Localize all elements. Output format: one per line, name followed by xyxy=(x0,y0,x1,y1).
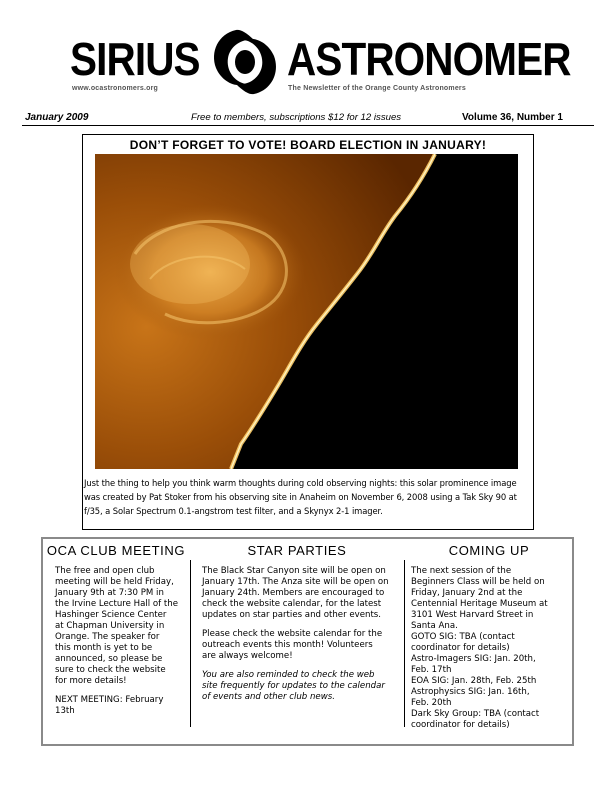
next-meeting-line: 13th xyxy=(55,706,75,716)
caption-line: Just the thing to help you think warm thoughts during cold observing nights: this solar prominence image xyxy=(84,478,517,488)
text-line: You are also reminded to check the web xyxy=(202,670,375,680)
text-line: Astrophysics SIG: Jan. 16th, xyxy=(411,687,530,697)
text-line: of events and other club news. xyxy=(202,692,335,702)
text-line: Astro-Imagers SIG: Jan. 20th, xyxy=(411,654,536,664)
text-line: Beginners Class will be held on xyxy=(411,577,545,587)
masthead-website: www.ocastronomers.org xyxy=(72,85,159,92)
text-line: at Chapman University in xyxy=(55,621,165,631)
caption-line: was created by Pat Stoker from his observing site in Anaheim on November 6, 2008 using a Tak Sky 90 at xyxy=(84,492,517,502)
text-line: Please check the website calendar for the xyxy=(202,629,383,639)
text-line: Orange. The speaker for xyxy=(55,632,160,642)
column-divider xyxy=(190,560,191,727)
text-line: Friday, January 2nd at the xyxy=(411,588,523,598)
text-line: check the website calendar, for the latest xyxy=(202,599,382,609)
star-parties-body xyxy=(202,566,402,703)
coming-up-body xyxy=(411,566,571,731)
coming-up-title: COMING UP xyxy=(448,543,530,558)
text-line: meeting will be held Friday, xyxy=(55,577,174,587)
masthead-tagline: The Newsletter of the Orange County Astronomers xyxy=(288,85,466,92)
text-line: outreach events this month! Volunteers xyxy=(202,640,373,650)
text-line: Dark Sky Group: TBA (contact xyxy=(411,709,540,719)
text-line: updates on star parties and other events. xyxy=(202,610,382,620)
text-line: the Irvine Lecture Hall of the xyxy=(55,599,179,609)
text-line: sure to check the website xyxy=(55,665,166,675)
text-line: are always welcome! xyxy=(202,651,293,661)
issue-date: January 2009 xyxy=(25,112,89,123)
text-line: Hashinger Science Center xyxy=(55,610,167,620)
oca-swirl-logo-icon xyxy=(206,24,284,100)
text-line: coordinator for details) xyxy=(411,643,510,653)
text-line: Santa Ana. xyxy=(411,621,458,631)
masthead-title-right: ASTRONOMER xyxy=(287,33,571,85)
text-line: GOTO SIG: TBA (contact xyxy=(411,632,515,642)
solar-prominence-image xyxy=(95,154,518,469)
text-line: this month is yet to be xyxy=(55,643,153,653)
text-line: Centennial Heritage Museum at xyxy=(411,599,548,609)
next-meeting-line: NEXT MEETING: February xyxy=(55,695,164,705)
text-line: The next session of the xyxy=(411,566,512,576)
text-line: The Black Star Canyon site will be open on xyxy=(202,566,386,576)
text-line: January 9th at 7:30 PM in xyxy=(55,588,164,598)
club-meeting-title: OCA CLUB MEETING xyxy=(46,543,186,558)
feature-caption xyxy=(84,476,532,518)
text-line: 3101 West Harvard Street in xyxy=(411,610,534,620)
text-line: site frequently for updates to the calendar xyxy=(202,681,385,691)
text-line: announced, so please be xyxy=(55,654,163,664)
masthead-title-left: SIRIUS xyxy=(70,33,200,85)
star-parties-title: STAR PARTIES xyxy=(247,543,347,558)
text-line: for more details! xyxy=(55,676,127,686)
text-line: Feb. 17th xyxy=(411,665,452,675)
text-line: January 17th. The Anza site will be open on xyxy=(202,577,389,587)
feature-headline: DON’T FORGET TO VOTE! BOARD ELECTION IN JANUARY! xyxy=(129,138,487,152)
caption-line: f/35, a Solar Spectrum 0.1-angstrom test filter, and a Skynyx 2-1 imager. xyxy=(84,506,383,516)
text-line: January 24th. Members are encouraged to xyxy=(202,588,385,598)
dateline-rule xyxy=(22,125,594,126)
text-line: EOA SIG: Jan. 28th, Feb. 25th xyxy=(411,676,537,686)
subscription-info: Free to members, subscriptions $12 for 12 issues xyxy=(191,112,402,123)
column-divider xyxy=(404,560,405,727)
text-line: The free and open club xyxy=(55,566,155,576)
text-line: coordinator for details) xyxy=(411,720,510,730)
volume-number: Volume 36, Number 1 xyxy=(462,112,563,123)
text-line: Feb. 20th xyxy=(411,698,452,708)
club-meeting-body xyxy=(55,566,187,717)
